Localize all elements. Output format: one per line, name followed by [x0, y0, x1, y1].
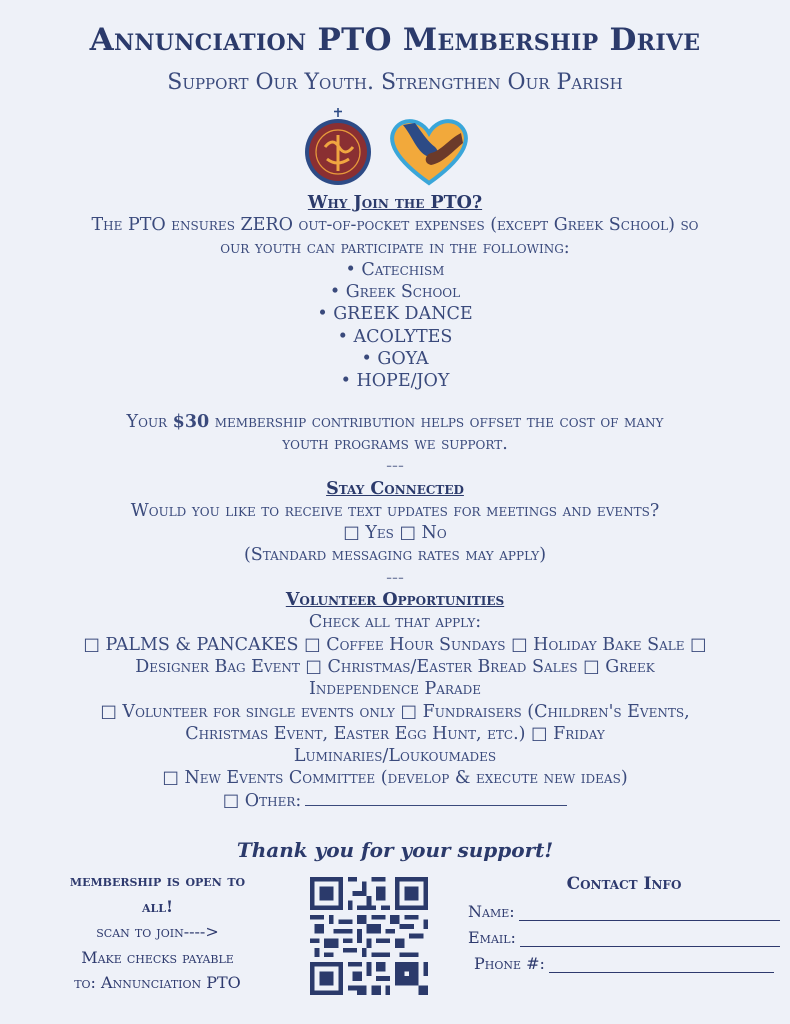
phone-line[interactable] [549, 957, 774, 973]
stay-question: Would you like to receive text updates for meetings and events? [130, 500, 660, 521]
name-line[interactable] [519, 905, 780, 921]
why-heading: Why Join the PTO? [307, 193, 483, 213]
program-item: • ACOLYTES [337, 326, 453, 347]
membership-line1: membership is open to [69, 871, 246, 890]
stay-heading: Stay Connected [326, 478, 464, 499]
church-logo-icon [305, 108, 371, 185]
volunteer-line[interactable]: Christmas Event, Easter Egg Hunt, etc.) □ Friday [185, 723, 605, 744]
email-line[interactable] [520, 931, 780, 947]
program-item: • Greek School [329, 282, 461, 303]
contribution-line1 [0, 411, 790, 433]
program-item: • Catechism [345, 259, 445, 280]
volunteer-heading: Volunteer Opportunities [285, 590, 505, 611]
volunteer-line[interactable]: Designer Bag Event □ Christmas/Easter Bread Sales □ Greek [135, 656, 655, 677]
volunteer-line[interactable]: Luminaries/Loukoumades [293, 746, 497, 767]
phone-field[interactable] [468, 952, 780, 973]
volunteer-other[interactable] [0, 790, 790, 812]
other-label: □ Other: [222, 790, 302, 811]
volunteer-line[interactable]: □ PALMS & PANCAKES □ Coffee Hour Sundays □ Holiday Bake Sale □ [83, 634, 707, 655]
other-input-line[interactable] [305, 793, 567, 806]
thanks-message: Thank you for your support! [236, 838, 554, 862]
program-item: • HOPE/JOY [340, 371, 450, 392]
holding-hands-heart-icon [392, 121, 466, 183]
name-field[interactable] [468, 900, 780, 921]
phone-label: Phone #: [474, 954, 545, 973]
separator: --- [386, 567, 404, 588]
qr-code-icon[interactable] [310, 877, 428, 995]
contrib-amount: $30 [172, 411, 210, 432]
page-subtitle: Support Our Youth. Strengthen Our Parish [167, 70, 623, 95]
membership-line4: Make checks payable [81, 947, 234, 967]
contact-info [468, 874, 780, 978]
main-content [0, 192, 790, 812]
program-item: • GOYA [361, 349, 429, 370]
page-title: Annunciation PTO Membership Drive [89, 22, 701, 58]
email-field[interactable] [468, 926, 780, 947]
stay-options[interactable]: □ Yes □ No [343, 523, 447, 544]
volunteer-line[interactable]: □ New Events Committee (develop & execute new ideas) [162, 768, 628, 789]
contrib-post: membership contribution helps offset the cost of many [209, 411, 664, 432]
membership-line3: scan to join----> [96, 922, 219, 941]
contrib-pre: Your [126, 411, 173, 432]
membership-info [40, 868, 275, 996]
why-intro-line2: our youth can participate in the following: [220, 237, 570, 258]
separator: --- [386, 456, 404, 477]
volunteer-instruction: Check all that apply: [308, 612, 482, 633]
email-label: Email: [468, 928, 516, 947]
membership-line2: all! [141, 896, 174, 916]
contribution-line2: youth programs we support. [282, 433, 508, 454]
stay-note: (Standard messaging rates may apply) [243, 545, 547, 566]
membership-line5: to: Annunciation PTO [74, 973, 241, 992]
volunteer-line[interactable]: Independence Parade [308, 679, 482, 700]
contact-heading: Contact Info [566, 874, 682, 894]
program-item: • GREEK DANCE [317, 304, 473, 325]
logos [303, 107, 473, 187]
why-intro-line1: The PTO ensures ZERO out-of-pocket expenses (except Greek School) so [91, 215, 699, 236]
name-label: Name: [468, 902, 515, 921]
volunteer-line[interactable]: □ Volunteer for single events only □ Fundraisers (Children's Events, [100, 701, 690, 722]
